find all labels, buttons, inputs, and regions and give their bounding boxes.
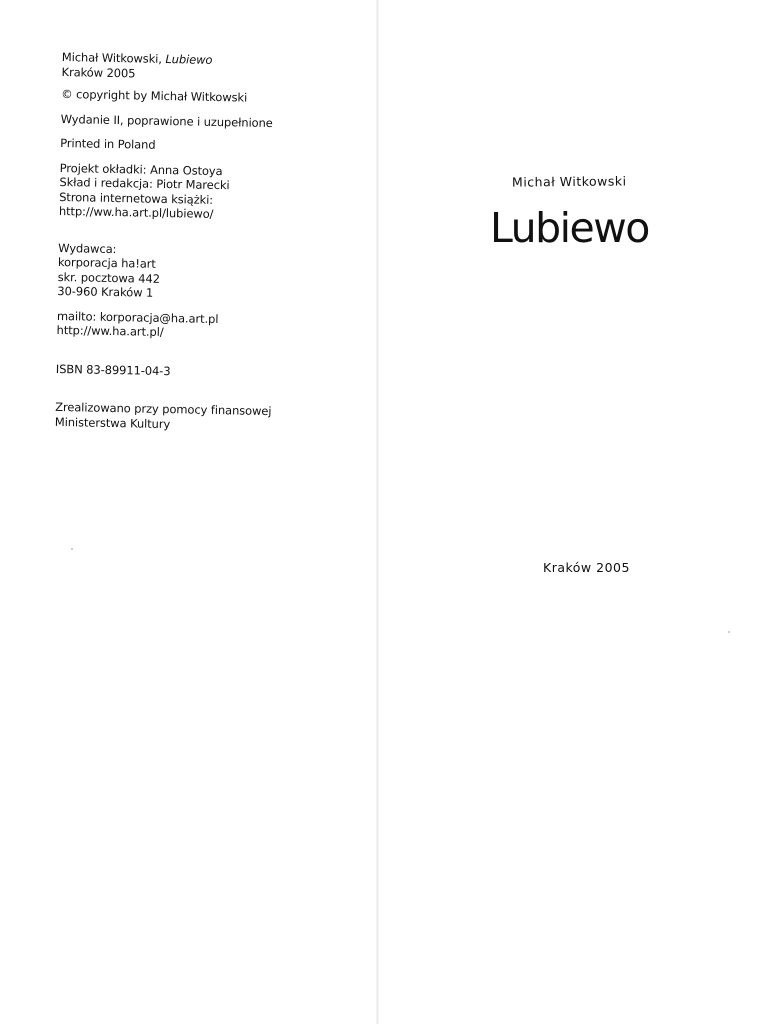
publisher-city: 30-960 Kraków 1 (57, 283, 154, 300)
credit-cover: Projekt okładki: Anna Ostoya (59, 160, 223, 178)
funding-line-1: Zrealizowano przy pomocy finansowej (55, 399, 272, 419)
isbn-line: ISBN 83-89911-04-3 (55, 361, 171, 378)
title-page-title: Lubiewo (490, 204, 649, 252)
publisher-name: korporacja ha!art (57, 254, 156, 271)
title-page-imprint: Kraków 2005 (543, 560, 630, 575)
publisher-label: Wydawca: (58, 240, 117, 256)
colophon-page (0, 0, 376, 1024)
credit-website-url: http://ww.ha.art.pl/lubiewo/ (58, 203, 214, 221)
funding-line-2: Ministerstwa Kultury (54, 414, 171, 431)
credit-typesetting: Skład i redakcja: Piotr Marecki (59, 174, 230, 193)
credit-website-label: Strona internetowa książki: (59, 189, 214, 207)
paper-speck (71, 548, 73, 550)
publisher-postbox: skr. pocztowa 442 (57, 269, 161, 286)
title-page-author: Michał Witkowski (511, 173, 627, 190)
colophon-book-title: Lubiewo (165, 51, 213, 67)
author-title-block (61, 50, 362, 85)
contact-email: mailto: korporacja@ha.art.pl (56, 308, 219, 326)
credits-block (59, 160, 360, 224)
edition-line: Wydanie II, poprawione i uzupełnione (60, 111, 273, 130)
contact-website: http://ww.ha.art.pl/ (56, 322, 164, 340)
colophon-text (55, 50, 362, 435)
copyright-line: © copyright by Michał Witkowski (61, 86, 248, 105)
printed-line: Printed in Poland (60, 135, 156, 152)
publisher-block (57, 240, 358, 304)
funding-block (55, 400, 356, 435)
contact-block (56, 308, 357, 343)
paper-speck (728, 631, 730, 633)
colophon-author: Michał Witkowski, (61, 50, 166, 66)
title-page (379, 0, 768, 1024)
colophon-place-year: Kraków 2005 (61, 64, 136, 80)
